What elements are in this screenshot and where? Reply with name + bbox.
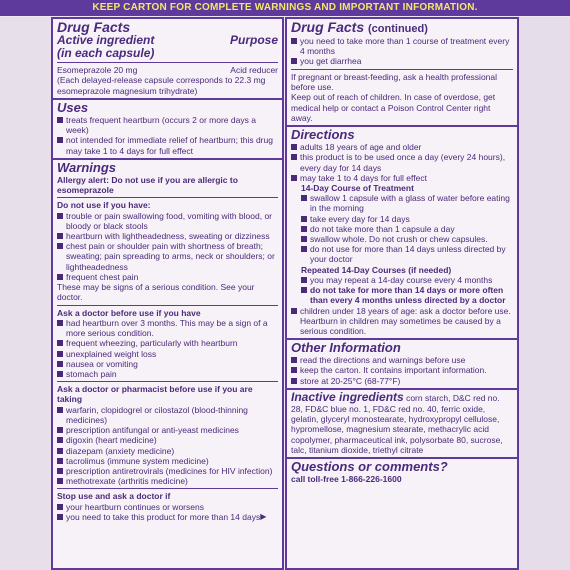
directions-section — [287, 127, 517, 340]
list-item: digoxin (heart medicine) — [57, 435, 278, 445]
ask-doctor-title: Ask a doctor before use if you have — [57, 307, 201, 318]
list-item: swallow 1 capsule with a glass of water before eating in the morning — [291, 193, 513, 213]
left-margin — [0, 17, 51, 570]
list-item: prescription antiretrovirals (medicines for HIV infection) — [57, 466, 278, 476]
top-banner: KEEP CARTON FOR COMPLETE WARNINGS AND IMPORTANT INFORMATION. — [0, 0, 570, 16]
list-item: you need to take this product for more than 14 days ▶ — [57, 512, 278, 522]
ingredient: Esomeprazole 20 mg — [57, 65, 138, 75]
list-item: you need to take more than 1 course of treatment every 4 months — [291, 36, 513, 56]
left-column — [51, 17, 284, 570]
list-item: methotrexate (arthritis medicine) — [57, 476, 278, 486]
ask-pharmacist-title: Ask a doctor or pharmacist before use if you are taking — [57, 384, 253, 405]
repeated-title: Repeated 14-Day Courses (if needed) — [301, 264, 452, 275]
list-item: frequent wheezing, particularly with heartburn — [57, 338, 278, 348]
drug-facts-title: Drug Facts — [57, 19, 131, 35]
list-item: chest pain or shoulder pain with shortness of breath; sweating; pain spreading to arms, neck or shoulders; or lightheadedness — [57, 241, 278, 272]
other-info-title: Other Information — [291, 340, 401, 356]
continued-title: Drug Facts — [291, 19, 365, 35]
active-ingredient-section — [53, 19, 282, 100]
questions-title: Questions or comments? — [291, 459, 448, 475]
list-item: keep the carton. It contains important information. — [291, 365, 513, 375]
serious-note: These may be signs of a serious condition. See your doctor. — [57, 282, 255, 303]
list-item: your heartburn continues or worsens — [57, 502, 278, 512]
allergy-alert: Allergy alert: Do not use if you are allergic to esomeprazole — [57, 174, 238, 195]
ingredient-purpose: Acid reducer — [230, 65, 278, 75]
ingredient-note: (Each delayed-release capsule corresponds to 22.3 mg esomeprazole magnesium trihydrate) — [57, 75, 266, 96]
list-item: diazepam (anxiety medicine) — [57, 446, 278, 456]
list-item: had heartburn over 3 months. This may be a sign of a more serious condition. — [57, 318, 278, 338]
stop-title: Stop use and ask a doctor if — [57, 491, 171, 502]
do-not-use-title: Do not use if you have: — [57, 200, 151, 211]
list-item: do not take more than 1 capsule a day — [291, 224, 513, 234]
purpose-heading: Purpose — [229, 33, 278, 47]
list-item: not intended for immediate relief of heartburn; this drug may take 1 to 4 days for full effect — [57, 135, 278, 155]
right-column — [285, 17, 519, 570]
list-item: you may repeat a 14-day course every 4 months — [291, 275, 513, 285]
other-info-section — [287, 340, 517, 390]
list-item: frequent chest pain — [57, 272, 278, 282]
uses-title: Uses — [57, 99, 89, 115]
arrow-right-icon: ▶ — [260, 511, 267, 521]
list-item: tacrolimus (immune system medicine) — [57, 456, 278, 466]
list-item: you get diarrhea — [291, 56, 513, 66]
uses-section — [53, 100, 282, 160]
list-item: children under 18 years of age: ask a doctor before use. Heartburn in children may sometimes be caused by a serious condition. — [291, 306, 513, 337]
warnings-section — [53, 160, 282, 524]
questions-section — [287, 459, 517, 486]
list-item: treats frequent heartburn (occurs 2 or more days a week) — [57, 115, 278, 135]
pregnant-note: If pregnant or breast-feeding, ask a health professional before use. — [291, 71, 498, 92]
list-item: may take 1 to 4 days for full effect — [291, 173, 513, 183]
active-ingredient-heading: Active ingredient — [57, 33, 155, 47]
list-item: this product is to be used once a day (every 24 hours), every day for 14 days — [291, 152, 513, 172]
list-item: store at 20-25°C (68-77°F) — [291, 376, 513, 386]
list-item: prescription antifungal or anti-yeast medicines — [57, 425, 278, 435]
inactive-list: corn starch, D&C red no. 28, FD&C blue no. 1, FD&C red no. 40, ferric oxide, gelatin, glyceryl monostearate, hydroxypropyl cellulose, hypromellose, magnesium stearate, methacrylic acid copolymer, pharmaceutical ink, polysorbate 80, sucrose, talc, titanium dioxide, triethyl citrate — [291, 392, 503, 455]
list-item: nausea or vomiting — [57, 359, 278, 369]
inactive-section — [287, 390, 517, 459]
right-margin — [519, 17, 570, 570]
list-item: swallow whole. Do not crush or chew capsules. — [291, 234, 513, 244]
keep-out-note: Keep out of reach of children. In case of overdose, get medical help or contact a Poison Control Center right away. — [291, 92, 496, 123]
list-item: stomach pain — [57, 369, 278, 379]
in-each-capsule: (in each capsule) — [57, 46, 155, 60]
list-item: unexplained weight loss — [57, 349, 278, 359]
list-item: warfarin, clopidogrel or cilostazol (blood-thinning medicines) — [57, 405, 278, 425]
phone-number: call toll-free 1-866-226-1600 — [291, 474, 402, 485]
list-item: trouble or pain swallowing food, vomiting with blood, or bloody or black stools — [57, 211, 278, 231]
list-item: heartburn with lightheadedness, sweating or dizziness — [57, 231, 278, 241]
list-item: read the directions and warnings before use — [291, 355, 513, 365]
list-item: adults 18 years of age and older — [291, 142, 513, 152]
course-title: 14-Day Course of Treatment — [301, 182, 414, 193]
list-item: take every day for 14 days — [291, 214, 513, 224]
directions-title: Directions — [291, 127, 355, 143]
warnings-title: Warnings — [57, 159, 116, 175]
inactive-title: Inactive ingredients — [291, 389, 404, 404]
list-item: do not use for more than 14 days unless directed by your doctor — [291, 244, 513, 264]
list-item: do not take for more than 14 days or more often than every 4 months unless directed by a doctor — [291, 285, 513, 305]
continued-section: Drug Facts (continued) you need to take more than 1 course of treatment every 4 months you get diarrhea If pregnant or breast-feeding, ask a health professional before use. Keep out of reach of children. In case of overdose, get medical help or contact a Poison Control Center right away. — [287, 19, 517, 127]
